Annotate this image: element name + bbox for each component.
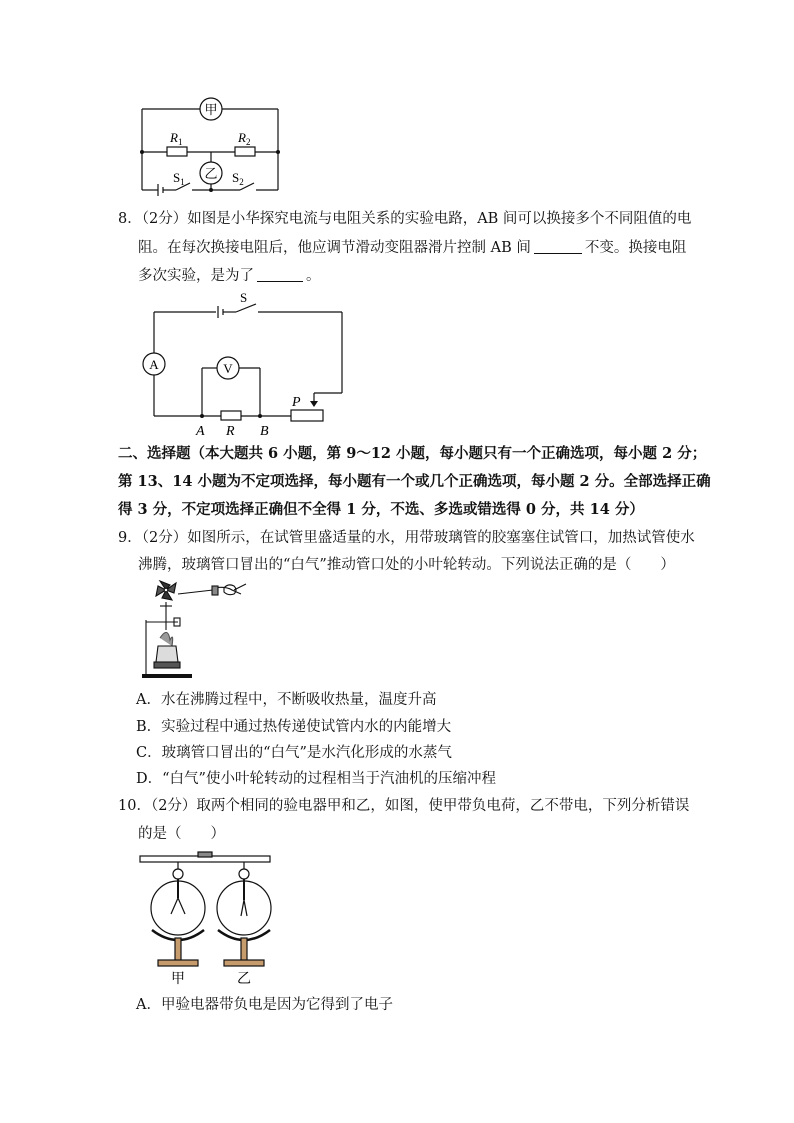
test-tube-pinwheel-figure [138, 580, 250, 680]
switch-s1-label: $S_1$ [173, 170, 185, 187]
ammeter-label: A [149, 357, 159, 372]
point-b-label: B [260, 424, 269, 439]
point-a-label: A [196, 424, 205, 439]
q9-option-d[interactable]: D．“白气”使小叶轮转动的过程相当于汽油机的压缩冲程 [136, 771, 496, 787]
q8-line-3: 多次实验，是为了 。 [138, 268, 321, 284]
electroscope-label-yi: 乙 [237, 972, 251, 987]
q9-line-1: 9．（2分）如图所示，在试管里盛适量的水，用带玻璃管的胶塞塞住试管口，加热试管使水 [118, 530, 695, 546]
resistor-r2-label: $R_2$ [238, 130, 251, 147]
switch-s2-label: $S_2$ [232, 170, 244, 187]
q8-blank-2[interactable] [257, 267, 303, 282]
q10-line-2: 的是（ ） [138, 826, 225, 842]
meter-label-top: 甲 [204, 102, 218, 117]
section2-line-1: 二、选择题（本大题共 6 小题，第 9～12 小题，每小题只有一个正确选项，每小题 2 分； [118, 445, 707, 462]
switch-s-label: S [240, 290, 248, 305]
electroscope-label-jia: 甲 [171, 972, 185, 987]
resistor-r-label: R [226, 424, 235, 439]
voltmeter-label: V [223, 361, 233, 376]
q8-blank-1[interactable] [534, 239, 582, 254]
circuit-diagram-1 [130, 90, 290, 200]
q9-option-b[interactable]: B．实验过程中通过热传递使试管内水的内能增大 [136, 719, 452, 735]
slider-p-label: P [292, 395, 301, 410]
section2-line-3: 得 3 分，不定项选择正确但不全得 1 分，不选、多选或错选得 0 分，共 14 分） [118, 501, 644, 518]
section2-line-2: 第 13、14 小题为不定项选择，每小题有一个或几个正确选项，每小题 2 分。全部选择正确 [118, 473, 711, 490]
q9-option-c[interactable]: C．玻璃管口冒出的“白气”是水汽化形成的水蒸气 [136, 745, 452, 761]
q10-line-1: 10．（2分）取两个相同的验电器甲和乙，如图，使甲带负电荷，乙不带电，下列分析错误 [118, 798, 690, 814]
q8-line-1: 8．（2分）如图是小华探究电流与电阻关系的实验电路，AB 间可以换接多个不同阻值的电 [118, 211, 692, 227]
circuit-diagram-2 [136, 290, 356, 440]
q8-line-2: 阻。在每次换接电阻后，他应调节滑动变阻器滑片控制 AB 间 不变。换接电阻 [138, 240, 687, 256]
meter-label-mid: 乙 [204, 166, 218, 181]
q10-option-a[interactable]: A．甲验电器带负电是因为它得到了电子 [136, 997, 393, 1013]
electroscope-figure [138, 848, 278, 988]
resistor-r1-label: $R_1$ [170, 130, 183, 147]
q9-line-2: 沸腾，玻璃管口冒出的“白气”推动管口处的小叶轮转动。下列说法正确的是（ ） [138, 557, 675, 573]
q9-option-a[interactable]: A．水在沸腾过程中，不断吸收热量，温度升高 [136, 692, 437, 708]
